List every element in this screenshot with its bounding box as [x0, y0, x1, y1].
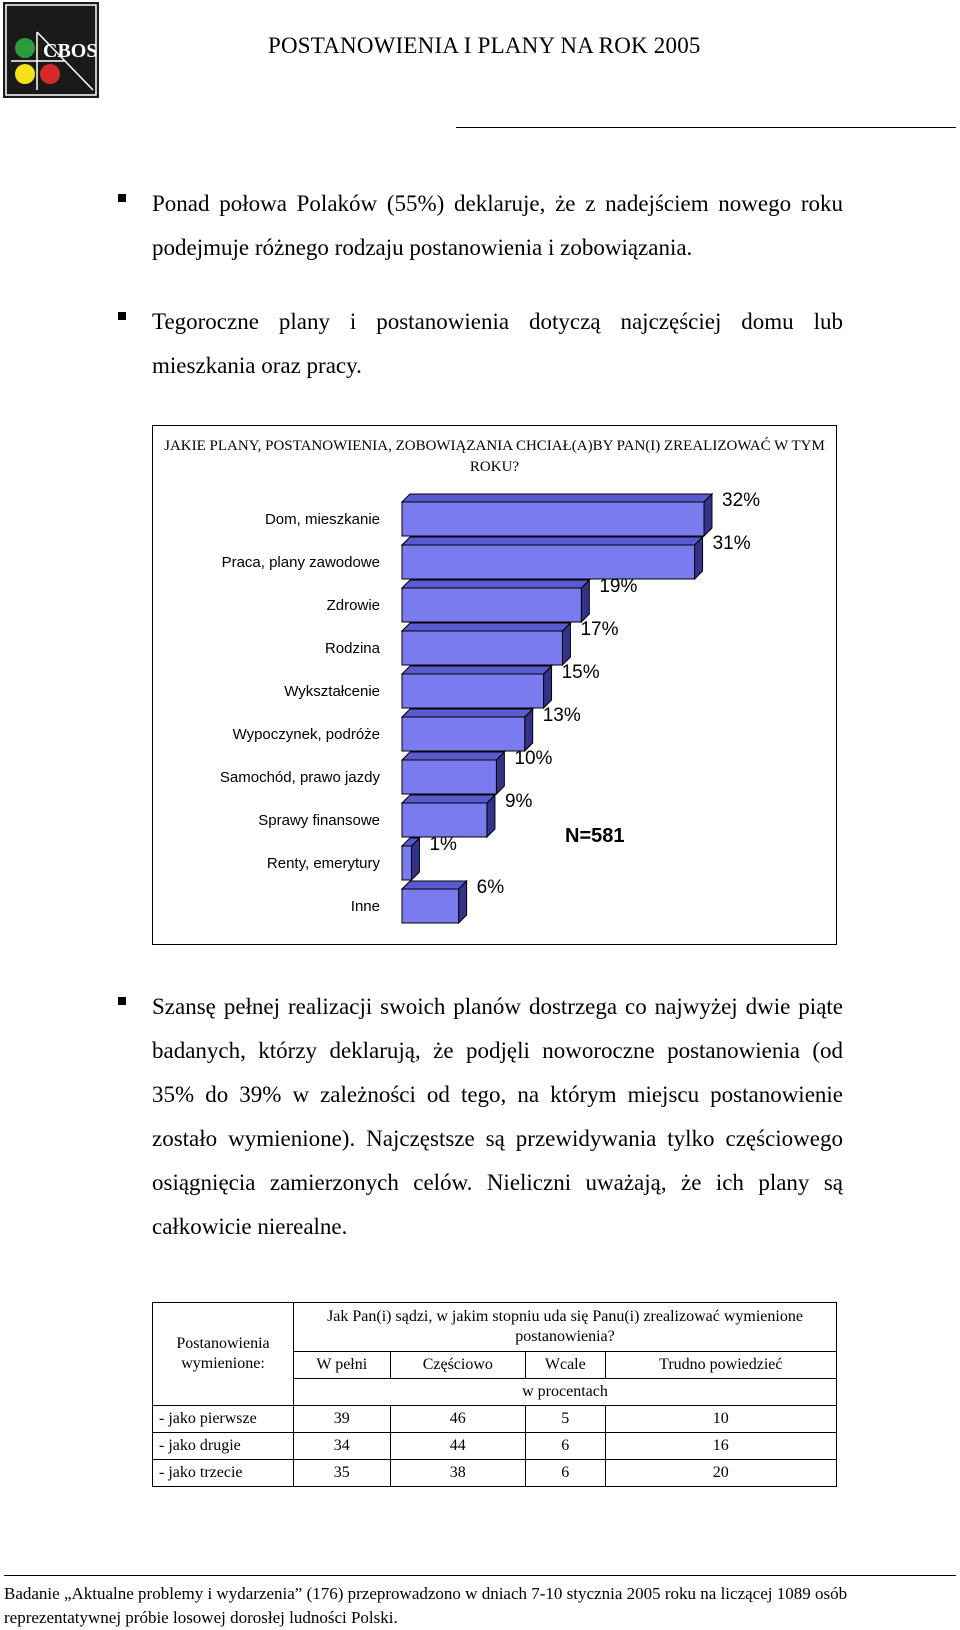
bullet-item	[118, 182, 843, 270]
logo-text: CBOS	[43, 40, 98, 62]
bar-top	[402, 795, 495, 803]
bar	[402, 588, 581, 622]
bar	[402, 717, 525, 751]
bar-chart	[153, 426, 836, 944]
bullet-square-icon	[118, 997, 126, 1005]
table-cell: 6	[526, 1460, 606, 1487]
table-cell: 10	[605, 1406, 836, 1433]
value-label: 1%	[429, 834, 457, 855]
table-cell: 34	[294, 1433, 391, 1460]
row-label: - jako drugie	[153, 1433, 294, 1460]
bar	[402, 760, 496, 794]
bullet-item	[118, 985, 843, 1249]
category-label: Rodzina	[324, 640, 380, 657]
category-label: Samochód, prawo jazdy	[219, 769, 380, 786]
bullet-square-icon	[118, 312, 126, 320]
table-unit: w procentach	[294, 1379, 837, 1406]
column-header: Wcale	[526, 1352, 606, 1379]
table-cell: 35	[294, 1460, 391, 1487]
table-cell: 44	[390, 1433, 525, 1460]
bar	[402, 674, 544, 708]
value-label: 9%	[504, 791, 533, 812]
bar-top	[402, 494, 712, 502]
footer-divider	[4, 1575, 956, 1576]
value-label: 6%	[476, 877, 505, 898]
table-cell: 16	[605, 1433, 836, 1460]
sample-size-label: N=581	[565, 825, 625, 847]
table-cell: 46	[390, 1406, 525, 1433]
bullet-text: Tegoroczne plany i postanowienia dotyczą najczęściej domu lub mieszkania oraz pracy.	[152, 309, 843, 378]
value-label: 13%	[542, 705, 581, 726]
bar	[402, 502, 704, 536]
table-cell: 38	[390, 1460, 525, 1487]
category-label: Wykształcenie	[284, 683, 380, 700]
table-question: Jak Pan(i) sądzi, w jakim stopniu uda się Panu(i) zrealizować wymienione postanowienia?	[294, 1303, 837, 1352]
category-label: Zdrowie	[326, 597, 380, 614]
category-label: Sprawy finansowe	[258, 812, 380, 829]
bar	[402, 545, 695, 579]
value-label: 17%	[580, 619, 619, 640]
category-label: Praca, plany zawodowe	[221, 554, 380, 571]
value-label: 10%	[514, 748, 553, 769]
bar	[402, 889, 459, 923]
bar-top	[402, 623, 570, 631]
row-label: - jako trzecie	[153, 1460, 294, 1487]
category-label: Wypoczynek, podróże	[232, 726, 380, 743]
bar-top	[402, 537, 703, 545]
bullet-square-icon	[118, 194, 126, 202]
bullet-text: Ponad połowa Polaków (55%) deklaruje, że z nadejściem nowego roku podejmuje różnego rodzaju postanowienia i zobowiązania.	[152, 191, 843, 260]
header-divider	[456, 127, 956, 128]
bar-top	[402, 709, 533, 717]
category-label: Inne	[350, 898, 380, 915]
column-header: Częściowo	[390, 1352, 525, 1379]
table-row	[153, 1433, 837, 1460]
bar	[402, 803, 487, 837]
bar-top	[402, 666, 552, 674]
row-label: - jako pierwsze	[153, 1406, 294, 1433]
table-cell: 6	[526, 1433, 606, 1460]
value-label: 15%	[561, 662, 600, 683]
value-label: 19%	[599, 576, 638, 597]
chart-frame	[152, 425, 837, 945]
table-row	[153, 1460, 837, 1487]
value-label: 32%	[722, 490, 761, 511]
value-label: 31%	[712, 533, 751, 554]
bullet-item	[118, 300, 843, 388]
bar-top	[402, 881, 467, 889]
bar-top	[402, 752, 504, 760]
cbos-logo	[3, 2, 99, 98]
chart-title: JAKIE PLANY, POSTANOWIENIA, ZOBOWIĄZANIA CHCIAŁ(A)BY PAN(I) ZREALIZOWAĆ W TYM ROKU?	[164, 438, 825, 475]
bar	[402, 631, 562, 665]
column-header: W pełni	[294, 1352, 391, 1379]
table-cell: 5	[526, 1406, 606, 1433]
category-label: Renty, emerytury	[266, 855, 380, 872]
table-stub-header: Postanowienia wymienione:	[153, 1303, 294, 1406]
category-label: Dom, mieszkanie	[264, 511, 380, 528]
table-row	[153, 1406, 837, 1433]
table-cell: 20	[605, 1460, 836, 1487]
bar	[402, 846, 411, 880]
page-header-title: POSTANOWIENIA I PLANY NA ROK 2005	[268, 33, 701, 58]
bar-top	[402, 580, 589, 588]
bullet-text: Szansę pełnej realizacji swoich planów dostrzega co najwyżej dwie piąte badanych, którzy deklarują, że podjęli noworoczne postanowienia (od 35% do 39% w zależności od tego, na którym miejscu postanowienie zostało wymienione). Najczęstsze są przewidywania tylko częściowego osiągnięcia zamierzonych celów. Nieliczni uważają, że ich plany są całkowicie nierealne.	[152, 994, 843, 1239]
column-header: Trudno powiedzieć	[605, 1352, 836, 1379]
footer-note: Badanie „Aktualne problemy i wydarzenia” (176) przeprowadzono w dniach 7-10 stycznia 2005 roku na liczącej 1089 osób reprezentatywnej próbie losowej dorosłej ludności Polski.	[4, 1584, 848, 1627]
table-cell: 39	[294, 1406, 391, 1433]
results-table	[152, 1302, 837, 1487]
